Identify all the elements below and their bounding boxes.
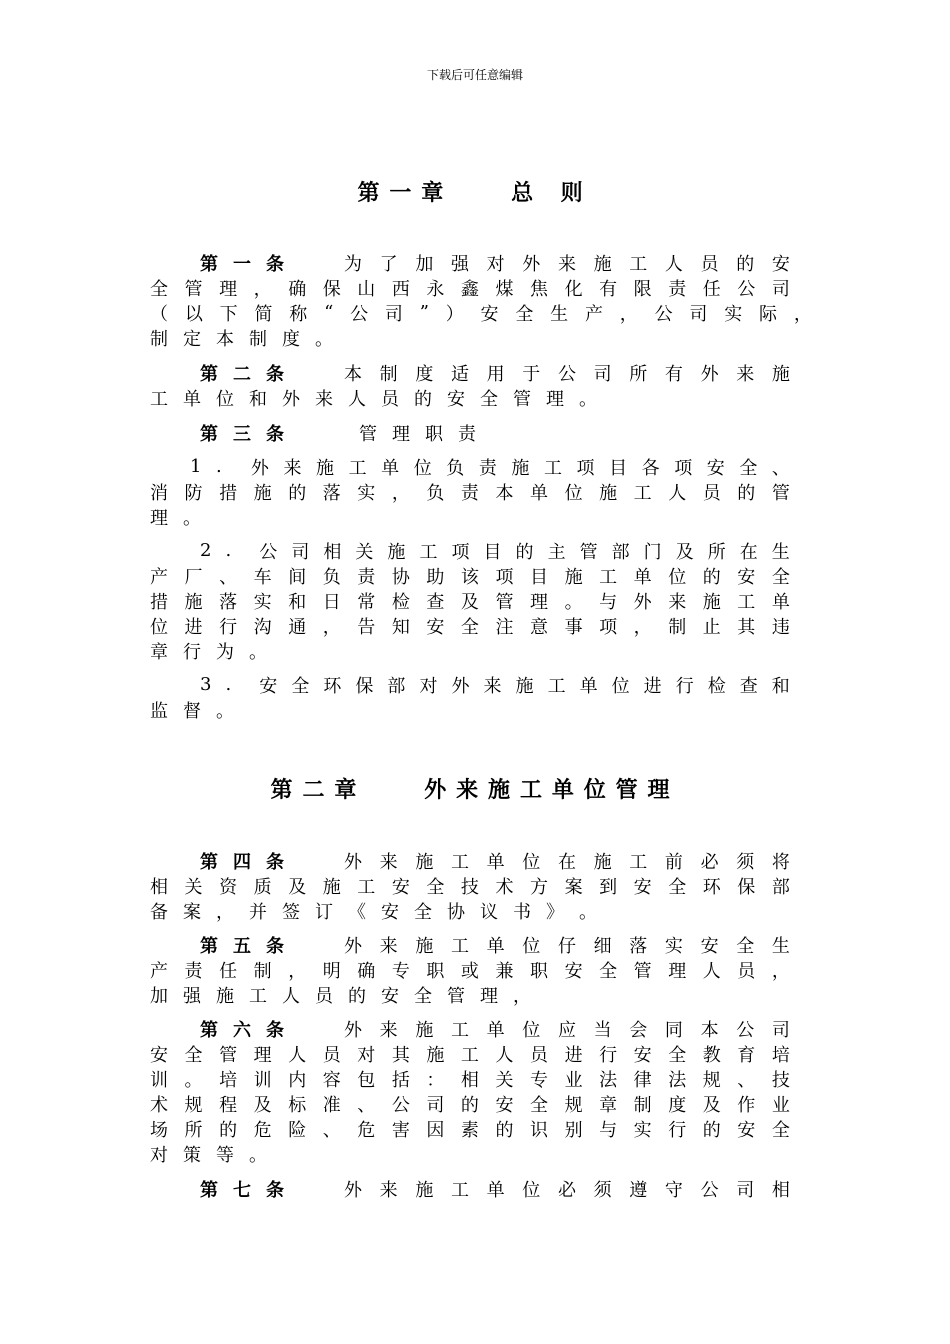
text-line: 备 案 ， 并 签 订 《 安 全 协 议 书 》 。 <box>150 901 597 923</box>
text-line: 措 施 落 实 和 日 常 检 查 及 管 理 。 与 外 来 施 工 单 <box>150 591 790 613</box>
text-line <box>200 848 790 873</box>
text-line <box>200 932 790 957</box>
text-line: 3 . 安 全 环 保 部 对 外 来 施 工 单 位 进 行 检 查 和 <box>200 674 790 697</box>
text-line: 1 . 外 来 施 工 单 位 负 责 施 工 项 目 各 项 安 全 、 <box>190 456 790 479</box>
text-line: 位 进 行 沟 通 ， 告 知 安 全 注 意 事 项 ， 制 止 其 违 <box>150 616 790 638</box>
text-line: 2 . 公 司 相 关 施 工 项 目 的 主 管 部 门 及 所 在 生 <box>200 540 790 563</box>
article-label: 第 二 条 <box>200 363 284 385</box>
article-label: 第 五 条 <box>200 935 284 957</box>
article-text: 外 来 施 工 单 位 在 施 工 前 必 须 将 <box>344 851 790 873</box>
text-line: 章 行 为 。 <box>150 641 267 663</box>
text-line: 工 单 位 和 外 来 人 员 的 安 全 管 理 。 <box>150 388 597 410</box>
text-line: 训 。 培 训 内 容 包 括 ： 相 关 专 业 法 律 法 规 、 技 <box>150 1069 790 1091</box>
text-line: 产 责 任 制 ， 明 确 专 职 或 兼 职 安 全 管 理 人 员 ， <box>150 960 790 982</box>
text-line: 术 规 程 及 标 准 、 公 司 的 安 全 规 章 制 度 及 作 业 <box>150 1094 790 1116</box>
chapter-1-heading <box>0 176 950 207</box>
article-label: 第 一 条 <box>200 253 284 275</box>
article-label: 第 七 条 <box>200 1179 284 1201</box>
chapter-1-label: 第一章 <box>357 181 454 206</box>
article-text: 本 制 度 适 用 于 公 司 所 有 外 来 施 <box>344 363 790 385</box>
text-line <box>200 1016 790 1041</box>
text-line: 理 。 <box>150 507 201 529</box>
article-label: 第 四 条 <box>200 851 284 873</box>
text-line: 场 所 的 危 险 、 危 害 因 素 的 识 别 与 实 行 的 安 全 <box>150 1119 790 1141</box>
text-line: 消 防 措 施 的 落 实 ， 负 责 本 单 位 施 工 人 员 的 管 <box>150 482 790 504</box>
text-line: 相 关 资 质 及 施 工 安 全 技 术 方 案 到 安 全 环 保 部 <box>150 876 790 898</box>
text-line: 全 管 理 ， 确 保 山 西 永 鑫 煤 焦 化 有 限 责 任 公 司 <box>150 278 790 300</box>
article-label: 第 三 条 <box>200 423 284 445</box>
chapter-2-title: 外来施工单位管理 <box>424 778 680 803</box>
text-line <box>200 360 790 385</box>
text-line: （ 以 下 简 称 “ 公 司 ” ） 安 全 生 产 ， 公 司 实 际 ， <box>150 302 812 325</box>
text-line: 制 定 本 制 度 。 <box>150 328 333 350</box>
article-label: 第 六 条 <box>200 1019 284 1041</box>
text-line: 对 策 等 。 <box>150 1144 267 1166</box>
article-text: 为 了 加 强 对 外 来 施 工 人 员 的 安 <box>344 253 790 275</box>
page-header: 下载后可任意编辑 <box>426 68 523 82</box>
text-line: 产 厂 、 车 间 负 责 协 助 该 项 目 施 工 单 位 的 安 全 <box>150 566 790 588</box>
text-line: 安 全 管 理 人 员 对 其 施 工 人 员 进 行 安 全 教 育 培 <box>150 1044 790 1066</box>
chapter-1-title: 总 则 <box>511 181 593 206</box>
text-line: 监 督 。 <box>150 700 234 722</box>
chapter-2-heading <box>0 773 950 804</box>
text-line <box>200 420 491 445</box>
article-text: 管 理 职 责 <box>359 423 476 445</box>
text-line <box>200 1176 790 1201</box>
article-text: 外 来 施 工 单 位 必 须 遵 守 公 司 相 <box>344 1179 790 1201</box>
text-line: 加 强 施 工 人 员 的 安 全 管 理 ， <box>150 985 531 1007</box>
text-line <box>200 250 790 275</box>
chapter-2-label: 第二章 <box>270 778 367 803</box>
article-text: 外 来 施 工 单 位 应 当 会 同 本 公 司 <box>344 1019 790 1041</box>
article-text: 外 来 施 工 单 位 仔 细 落 实 安 全 生 <box>344 935 790 957</box>
